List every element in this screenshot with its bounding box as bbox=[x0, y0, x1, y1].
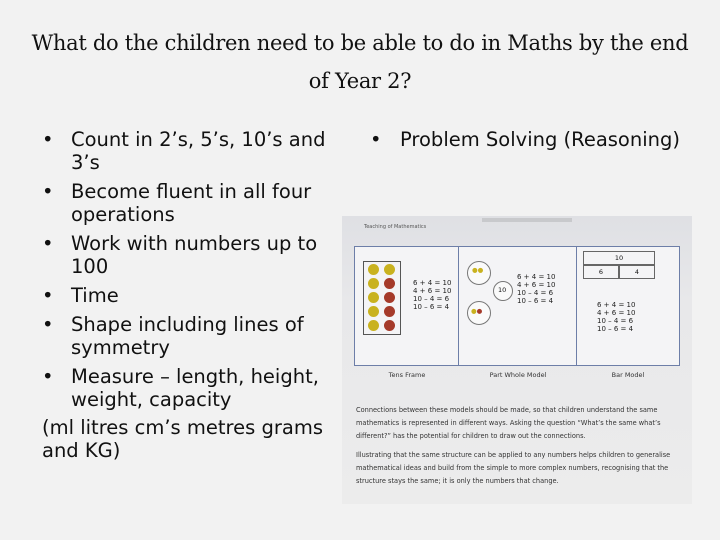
photo-header: Teaching of Mathematics bbox=[364, 224, 427, 230]
note-paragraph: Illustrating that the same structure can be applied to any numbers helps children to generalise mathematical ideas and build from the simple to more complex numbers, recognising that the structure stays the same; it is only the numbers that change. bbox=[356, 451, 671, 485]
counter-yellow bbox=[368, 306, 379, 317]
counter-yellow bbox=[368, 320, 379, 331]
right-bullet-list bbox=[370, 128, 680, 151]
bar-total: 10 bbox=[583, 251, 655, 265]
counter-red bbox=[384, 278, 395, 289]
part-circle bbox=[467, 261, 491, 285]
tens-frame-caption: Tens Frame bbox=[388, 371, 426, 379]
bar-part-a: 6 bbox=[583, 265, 619, 279]
bar-part-b: 4 bbox=[619, 265, 655, 279]
whole-value: 10 bbox=[498, 286, 507, 294]
units-line-1: (ml litres cm’s metres grams bbox=[42, 416, 323, 439]
bullet-shape: • Shape including lines of symmetry bbox=[42, 313, 337, 359]
bullet-time: • Time bbox=[42, 284, 337, 307]
part-whole-panel bbox=[458, 246, 578, 379]
photo-heading-fragment bbox=[482, 218, 572, 222]
tens-frame-panel bbox=[354, 246, 460, 379]
counter-red bbox=[384, 320, 395, 331]
yellow-dots-icon: ●● bbox=[472, 266, 484, 274]
counter-yellow bbox=[368, 264, 379, 275]
left-bullet-list bbox=[42, 128, 337, 417]
part-circle bbox=[467, 301, 491, 325]
bar-model-panel bbox=[576, 246, 680, 379]
bullet-fluent: • Become fluent in all four operations bbox=[42, 180, 337, 226]
bullet-numbers: • Work with numbers up to 100 bbox=[42, 232, 337, 278]
photo-notes bbox=[356, 404, 686, 494]
note-paragraph: Connections between these models should be made, so that children understand the same mathematics is represented in different ways. Asking the question “What’s the same what’s different?” has the potential for children to draw out the connections. bbox=[356, 406, 661, 440]
bullet-measure: • Measure – length, height, weight, capacity bbox=[42, 365, 337, 411]
counter-red bbox=[384, 306, 395, 317]
bar-model-caption: Bar Model bbox=[611, 371, 645, 379]
bullet-problem-solving: • Problem Solving (Reasoning) bbox=[370, 128, 680, 151]
counter-yellow bbox=[368, 292, 379, 303]
part-whole-equations: 6 + 4 = 10 4 + 6 = 10 10 – 4 = 6 10 – 6 = 4 bbox=[517, 273, 556, 305]
page-title: What do the children need to be able to do in Maths by the end of Year 2? bbox=[31, 31, 689, 93]
tens-frame-grid bbox=[363, 261, 401, 335]
mixed-dots-icon: ●● bbox=[471, 307, 483, 315]
units-line-2: and KG) bbox=[42, 439, 121, 462]
models-photo bbox=[342, 216, 692, 504]
counter-yellow bbox=[368, 278, 379, 289]
tens-frame-equations: 6 + 4 = 10 4 + 6 = 10 10 – 4 = 6 10 – 6 = 4 bbox=[413, 279, 452, 311]
counter-yellow bbox=[384, 264, 395, 275]
part-whole-caption: Part Whole Model bbox=[489, 371, 547, 379]
whole-circle bbox=[493, 281, 513, 301]
bar-model-equations: 6 + 4 = 10 4 + 6 = 10 10 – 4 = 6 10 – 6 = 4 bbox=[597, 301, 636, 333]
bullet-count: • Count in 2’s, 5’s, 10’s and 3’s bbox=[42, 128, 337, 174]
units-continuation bbox=[42, 416, 337, 462]
counter-red bbox=[384, 292, 395, 303]
